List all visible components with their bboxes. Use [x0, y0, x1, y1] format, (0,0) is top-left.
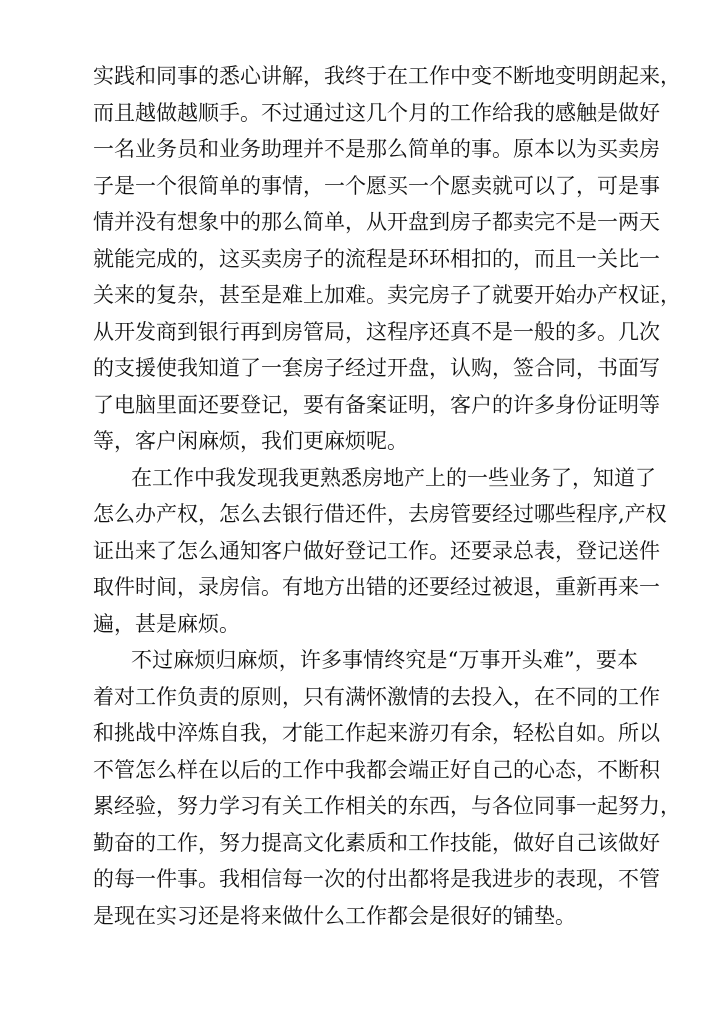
text-line: 一名业务员和业务助理并不是那么简单的事。原本以为买卖房: [93, 137, 660, 161]
text-line: 累经验，努力学习有关工作相关的东西，与各位同事一起努力，: [93, 794, 681, 818]
text-line: 不过麻烦归麻烦，许多事情终究是“万事开头难”，要本: [131, 648, 638, 672]
text-line: 遍，甚是麻烦。: [93, 611, 240, 636]
text-line: 等，客户闲麻烦，我们更麻烦呢。: [93, 429, 408, 453]
text-line: 着对工作负责的原则，只有满怀激情的去投入，在不同的工作: [93, 684, 660, 709]
text-line: 勤奋的工作，努力提高文化素质和工作技能，做好自己该做好: [93, 830, 660, 855]
text-line: 的每一件事。我相信每一次的付出都将是我进步的表现，不管: [93, 867, 660, 891]
document-body: [93, 58, 681, 934]
text-line: 取件时间，录房信。有地方出错的还要经过被退，重新再来一: [93, 575, 660, 599]
text-line: 和挑战中淬炼自我，才能工作起来游刃有余，轻松自如。所以: [93, 721, 660, 745]
text-line: 怎么办产权，怎么去银行借还件，去房管要经过哪些程序,产权: [93, 502, 667, 526]
paragraph-3: [93, 642, 681, 934]
text-line: 了电脑里面还要登记，要有备案证明，客户的许多身份证明等: [93, 392, 660, 417]
paragraph-2: [93, 460, 667, 643]
text-line: 证出来了怎么通知客户做好登记工作。还要录总表，登记送件: [93, 538, 660, 563]
text-line: 在工作中我发现我更熟悉房地产上的一些业务了，知道了: [131, 465, 656, 490]
text-line: 就能完成的，这买卖房子的流程是环环相扣的，而且一关比一: [93, 246, 660, 271]
text-line: 而且越做越顺手。不过通过这几个月的工作给我的感触是做好: [93, 100, 660, 125]
text-line: 的支援使我知道了一套房子经过开盘，认购，签合同，书面写: [93, 356, 660, 380]
text-line: 子是一个很简单的事情，一个愿买一个愿卖就可以了，可是事: [93, 173, 660, 198]
paragraph-1: [93, 58, 681, 460]
text-line: 实践和同事的悉心讲解，我终于在工作中变不断地变明朗起来，: [93, 64, 681, 88]
text-line: 从开发商到银行再到房管局，这程序还真不是一般的多。几次: [93, 319, 660, 344]
text-line: 关来的复杂，甚至是难上加难。卖完房子了就要开始办产权证，: [93, 283, 681, 307]
text-line: 不管怎么样在以后的工作中我都会端正好自己的心态，不断积: [93, 757, 660, 782]
text-line: 是现在实习还是将来做什么工作都会是很好的铺垫。: [93, 903, 576, 928]
text-line: 情并没有想象中的那么简单，从开盘到房子都卖完不是一两天: [93, 210, 660, 234]
